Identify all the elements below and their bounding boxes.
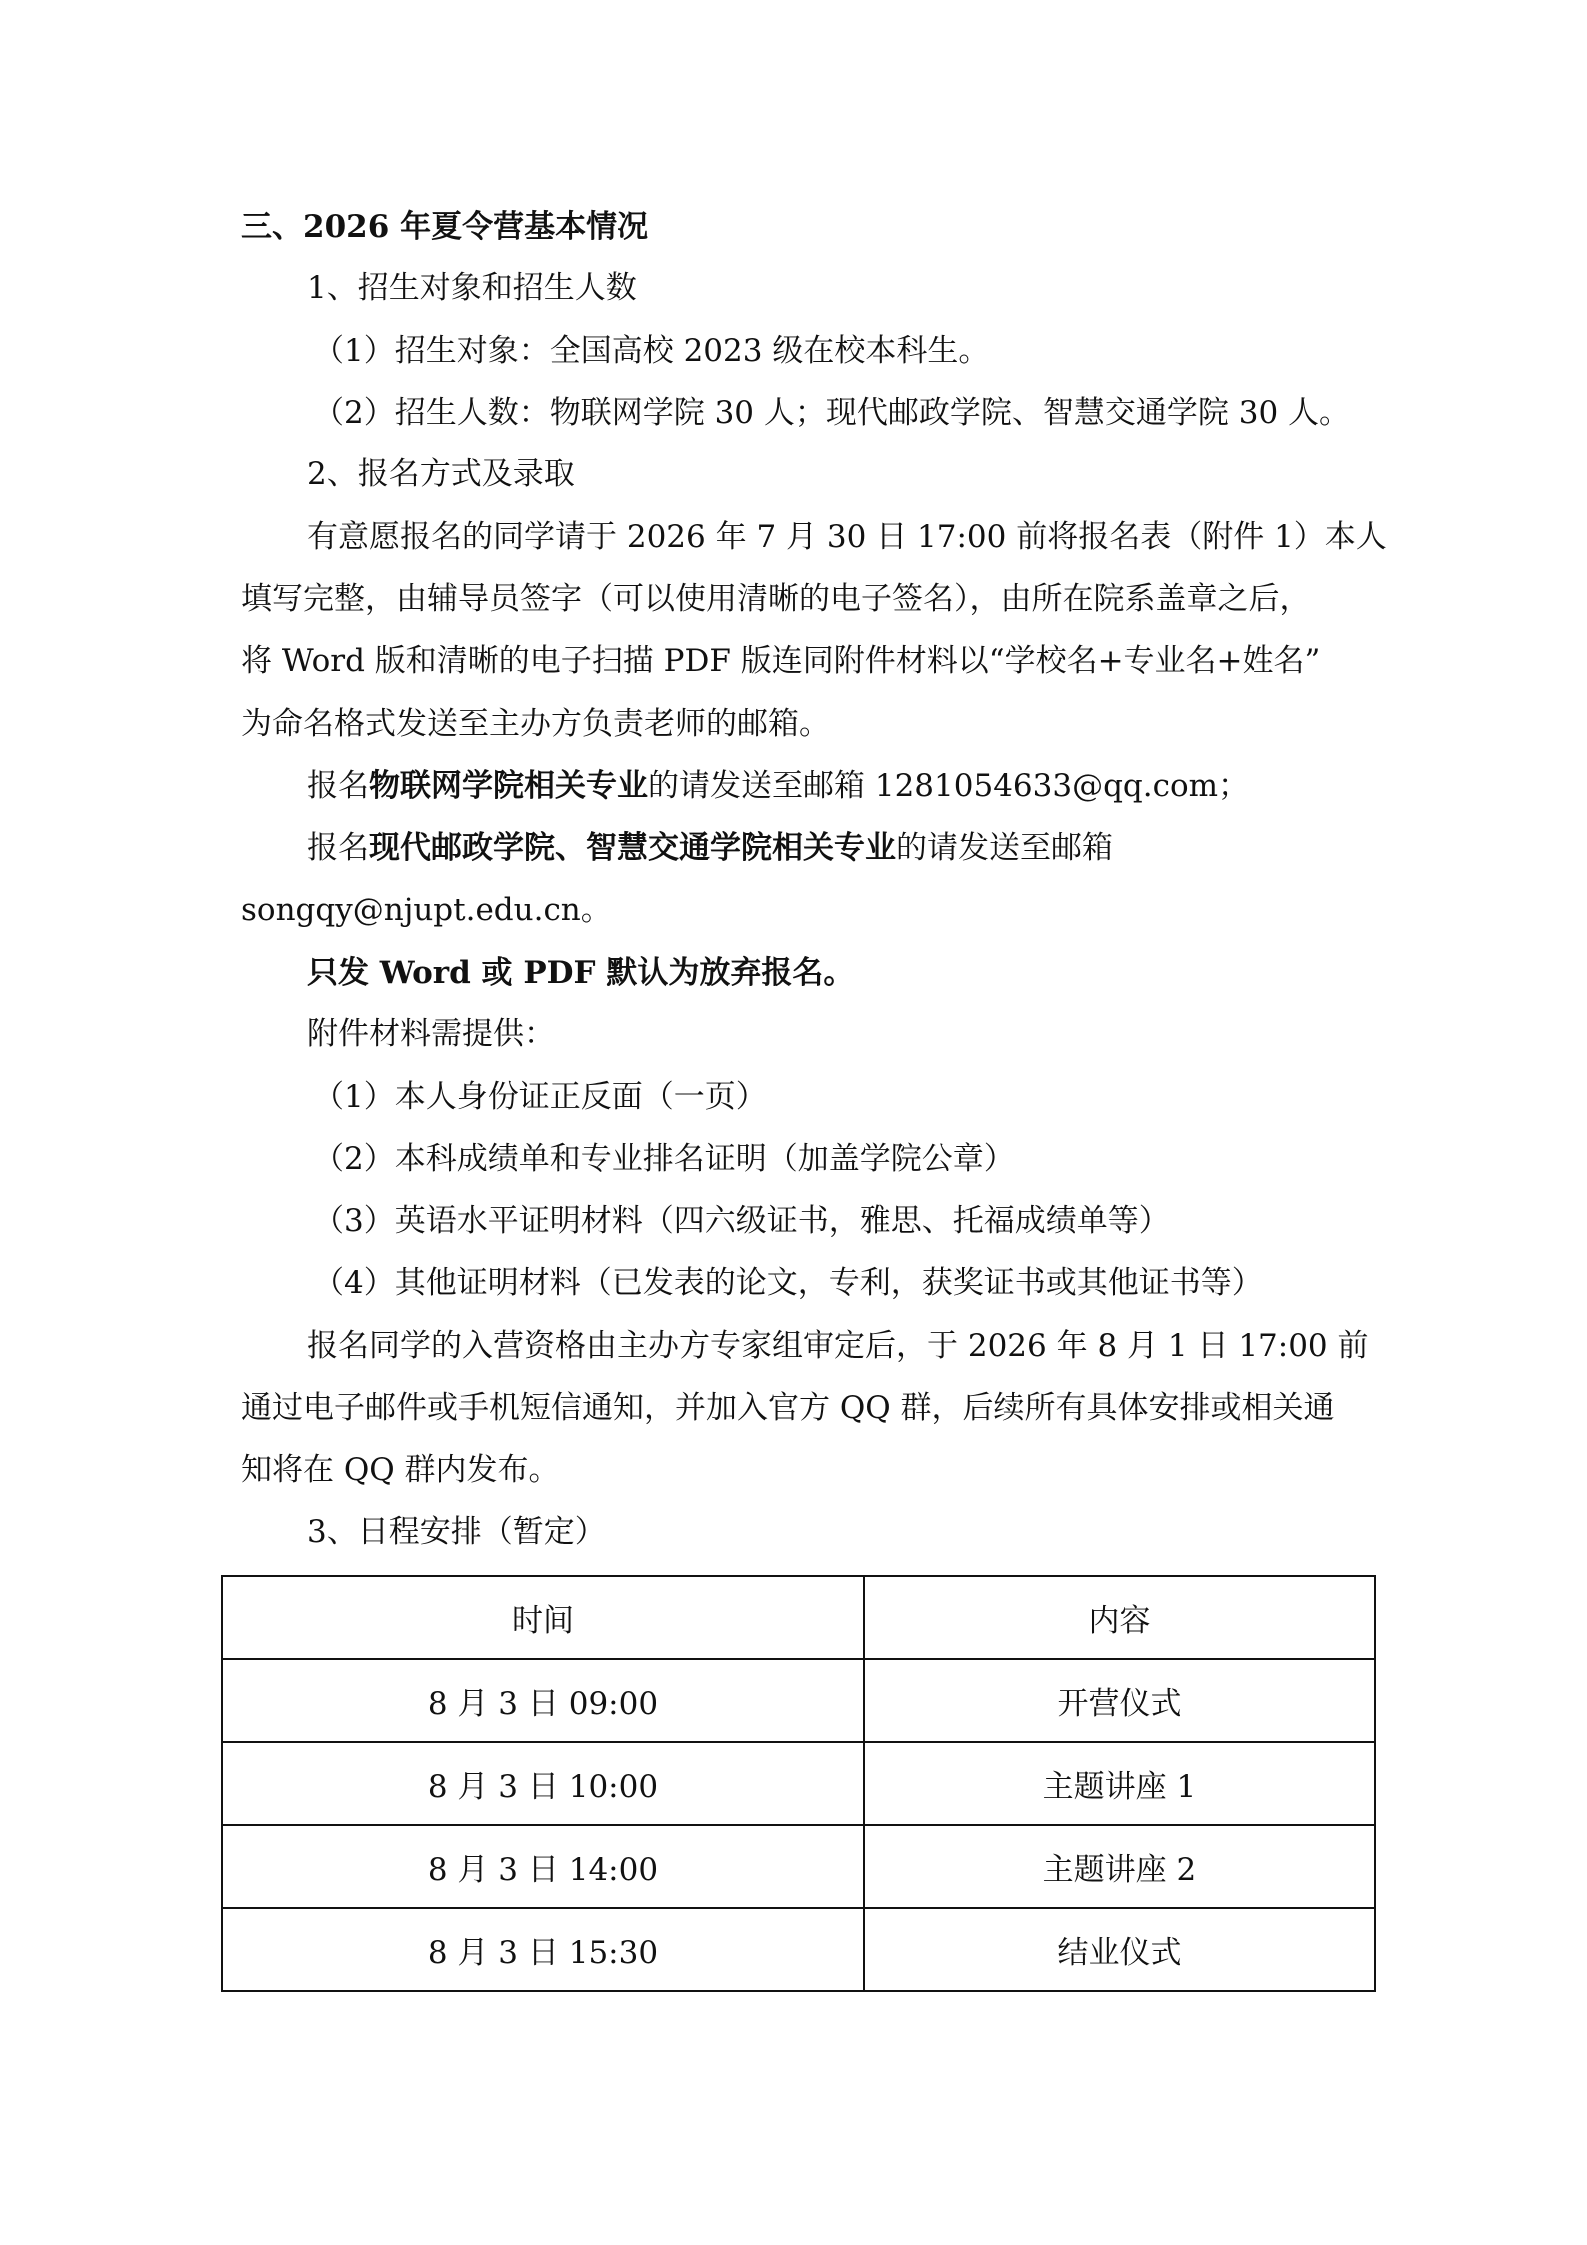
table-cell-time: 8 月 3 日 10:00	[222, 1742, 864, 1825]
admission-paragraph-line: 知将在 QQ 群内发布。	[241, 1452, 560, 1488]
table-cell-content: 结业仪式	[864, 1908, 1375, 1991]
attachment-item: （1）本人身份证正反面（一页）	[313, 1079, 767, 1115]
attachments-heading: 附件材料需提供：	[307, 1016, 555, 1052]
email-line-suffix: 的请发送至邮箱	[896, 830, 1113, 866]
item3-heading: 3、日程安排（暂定）	[307, 1514, 606, 1550]
recruit-count: （2）招生人数：物联网学院 30 人；现代邮政学院、智慧交通学院 30 人。	[313, 395, 1351, 431]
recruit-target: （1）招生对象：全国高校 2023 级在校本科生。	[313, 333, 990, 369]
apply-paragraph-line: 为命名格式发送至主办方负责老师的邮箱。	[241, 706, 830, 742]
email-line-major: 物联网学院相关专业	[369, 768, 648, 804]
item1-heading: 1、招生对象和招生人数	[307, 270, 637, 306]
apply-paragraph-line: 有意愿报名的同学请于 2026 年 7 月 30 日 17:00 前将报名表（附件 1）本人	[307, 519, 1387, 555]
email-line-major: 现代邮政学院、智慧交通学院相关专业	[369, 830, 896, 866]
email-line-prefix: 报名	[307, 768, 369, 804]
table-cell-time: 8 月 3 日 09:00	[222, 1659, 864, 1742]
email-line-suffix: 的请发送至邮箱 1281054633@qq.com；	[648, 768, 1250, 804]
email-line-prefix: 报名	[307, 830, 369, 866]
table-cell-content: 主题讲座 2	[864, 1825, 1375, 1908]
schedule-table	[221, 1575, 1376, 1992]
table-row	[222, 1659, 1375, 1742]
table-header-time: 时间	[222, 1576, 864, 1659]
attachment-item: （2）本科成绩单和专业排名证明（加盖学院公章）	[313, 1141, 1015, 1177]
admission-paragraph-line: 报名同学的入营资格由主办方专家组审定后，于 2026 年 8 月 1 日 17:00 前	[307, 1328, 1369, 1364]
table-cell-content: 主题讲座 1	[864, 1742, 1375, 1825]
attachment-item: （4）其他证明材料（已发表的论文，专利，获奖证书或其他证书等）	[313, 1265, 1263, 1301]
apply-paragraph-line: 填写完整，由辅导员签字（可以使用清晰的电子签名），由所在院系盖章之后，	[241, 581, 1311, 617]
email-postal-address: songqy@njupt.edu.cn。	[241, 892, 612, 928]
table-cell-time: 8 月 3 日 14:00	[222, 1825, 864, 1908]
email-iot-line	[0, 755, 1587, 817]
table-header-content: 内容	[864, 1576, 1375, 1659]
warning-text: 只发 Word 或 PDF 默认为放弃报名。	[307, 955, 855, 991]
table-cell-time: 8 月 3 日 15:30	[222, 1908, 864, 1991]
apply-paragraph-line: 将 Word 版和清晰的电子扫描 PDF 版连同附件材料以“学校名+专业名+姓名”	[241, 643, 1321, 679]
item2-heading: 2、报名方式及录取	[307, 456, 575, 492]
table-row	[222, 1825, 1375, 1908]
table-cell-content: 开营仪式	[864, 1659, 1375, 1742]
email-postal-line	[0, 817, 1587, 879]
table-row	[222, 1908, 1375, 1991]
section-heading: 三、2026 年夏令营基本情况	[241, 209, 649, 245]
table-header-row	[222, 1576, 1375, 1659]
table-row	[222, 1742, 1375, 1825]
admission-paragraph-line: 通过电子邮件或手机短信通知，并加入官方 QQ 群，后续所有具体安排或相关通	[241, 1390, 1335, 1426]
attachment-item: （3）英语水平证明材料（四六级证书，雅思、托福成绩单等）	[313, 1203, 1170, 1239]
